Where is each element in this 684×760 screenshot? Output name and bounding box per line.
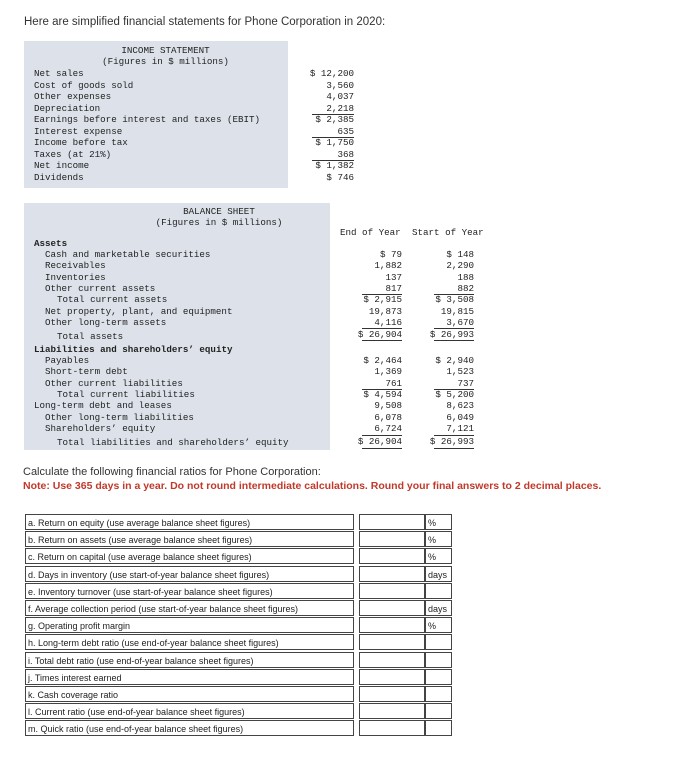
balance-start-value: 188 xyxy=(457,271,474,283)
answer-input-days-in-inventory[interactable] xyxy=(359,566,425,582)
answer-input-inventory-turnover[interactable] xyxy=(359,583,425,599)
income-row-label: Other expenses xyxy=(34,91,112,102)
calculation-note: Note: Use 365 days in a year. Do not round intermediate calculations. Round your final answers to 2 decimal places. xyxy=(23,480,602,492)
income-row-value: $ 12,200 xyxy=(309,68,354,79)
balance-start-value: 1,523 xyxy=(446,366,474,378)
balance-row-label: Net property, plant, and equipment xyxy=(45,305,233,317)
balance-end-value: 6,724 xyxy=(374,422,402,434)
balance-row-label: Total current assets xyxy=(57,294,168,306)
balance-start-value: $ 2,940 xyxy=(435,355,474,366)
balance-end-value: 761 xyxy=(385,377,402,389)
ratio-label-return-on-assets: b. Return on assets (use average balance sheet figures) xyxy=(25,531,354,547)
balance-end-value: 817 xyxy=(385,282,402,294)
balance-sheet-heading: BALANCE SHEET xyxy=(183,206,255,217)
balance-start-value: 882 xyxy=(457,282,474,294)
intro-text: Here are simplified financial statements for Phone Corporation in 2020: xyxy=(24,16,386,28)
ratio-label-return-on-equity: a. Return on equity (use average balance sheet figures) xyxy=(25,514,354,530)
balance-start-value: $ 148 xyxy=(446,249,474,260)
answer-input-average-collection-period[interactable] xyxy=(359,600,425,616)
answer-input-current-ratio[interactable] xyxy=(359,703,425,719)
balance-end-value: 19,873 xyxy=(368,305,402,317)
balance-start-value: 8,623 xyxy=(446,400,474,412)
ratio-label-average-collection-period: f. Average collection period (use start-of-year balance sheet figures) xyxy=(25,600,354,616)
balance-row-label: Shareholders’ equity xyxy=(45,422,156,434)
unit-label: days xyxy=(425,566,452,582)
unit-label xyxy=(425,686,452,702)
balance-end-value: $ 2,464 xyxy=(363,355,402,366)
unit-label: % xyxy=(425,617,452,633)
income-row-label: Taxes (at 21%) xyxy=(34,148,112,160)
balance-start-value: $ 26,993 xyxy=(429,436,474,447)
balance-row-label: Other long-term liabilities xyxy=(45,411,194,423)
balance-row-label: Payables xyxy=(45,355,90,366)
column-header-start-of-year: Start of Year xyxy=(412,227,484,238)
answer-input-total-debt-ratio[interactable] xyxy=(359,652,425,668)
income-row-value: 3,560 xyxy=(326,79,354,91)
balance-row-label: Total current liabilities xyxy=(57,388,195,400)
balance-end-value: $ 79 xyxy=(379,249,402,260)
answer-input-long-term-debt-ratio[interactable] xyxy=(359,634,425,650)
balance-row-label: Short-term debt xyxy=(45,366,128,378)
balance-start-value: $ 5,200 xyxy=(435,388,474,400)
unit-label xyxy=(425,652,452,668)
balance-end-value: 1,369 xyxy=(374,366,402,378)
answer-input-return-on-assets[interactable] xyxy=(359,531,425,547)
ratio-label-inventory-turnover: e. Inventory turnover (use start-of-year balance sheet figures) xyxy=(25,583,354,599)
income-statement-units: (Figures in $ millions) xyxy=(102,55,229,67)
income-row-value: $ 1,382 xyxy=(315,160,354,171)
unit-label: % xyxy=(425,531,452,547)
answer-input-return-on-equity[interactable] xyxy=(359,514,425,530)
balance-start-value: 6,049 xyxy=(446,411,474,423)
balance-sheet-units: (Figures in $ millions) xyxy=(155,216,283,228)
answer-input-quick-ratio[interactable] xyxy=(359,720,425,736)
balance-row-label: Long-term debt and leases xyxy=(34,400,172,412)
balance-end-value: 9,508 xyxy=(374,400,402,412)
total-rule xyxy=(362,448,402,449)
income-row-value: $ 2,385 xyxy=(315,114,354,125)
balance-row-label: Receivables xyxy=(45,260,106,272)
balance-start-value: 7,121 xyxy=(446,422,474,434)
balance-sheet-title xyxy=(24,207,414,228)
answer-input-return-on-capital[interactable] xyxy=(359,548,425,564)
balance-end-value: 1,882 xyxy=(374,260,402,272)
ratio-label-cash-coverage-ratio: k. Cash coverage ratio xyxy=(25,686,354,702)
income-row-label: Net income xyxy=(34,160,90,171)
section-heading-assets: Assets xyxy=(34,238,68,249)
income-row-value: 635 xyxy=(337,125,354,137)
balance-row-label: Other current assets xyxy=(45,282,156,294)
income-statement xyxy=(24,41,364,188)
total-rule xyxy=(434,448,474,449)
calculation-heading: Calculate the following financial ratios for Phone Corporation: xyxy=(23,466,321,478)
unit-label: days xyxy=(425,600,452,616)
income-row-label: Cost of goods sold xyxy=(34,79,134,91)
unit-label xyxy=(425,703,452,719)
ratio-label-times-interest-earned: j. Times interest earned xyxy=(25,669,354,685)
balance-start-value: $ 3,508 xyxy=(435,294,474,306)
unit-label: % xyxy=(425,548,452,564)
balance-row-label: Other current liabilities xyxy=(45,377,183,389)
income-row-value: $ 1,750 xyxy=(315,137,354,148)
income-row-label: Dividends xyxy=(34,171,84,183)
balance-start-value: 3,670 xyxy=(446,316,474,328)
balance-end-value: $ 2,915 xyxy=(363,294,402,306)
ratio-label-total-debt-ratio: i. Total debt ratio (use end-of-year balance sheet figures) xyxy=(25,652,354,668)
balance-start-value: 2,290 xyxy=(446,260,474,272)
income-statement-title xyxy=(24,46,307,67)
balance-end-value: $ 4,594 xyxy=(363,388,402,400)
total-rule xyxy=(362,340,402,341)
income-row-label: Depreciation xyxy=(34,102,101,114)
answer-table xyxy=(24,512,456,739)
income-statement-heading: INCOME STATEMENT xyxy=(121,45,210,56)
balance-start-value: 737 xyxy=(457,377,474,389)
unit-label xyxy=(425,669,452,685)
balance-row-label: Total liabilities and shareholders’ equity xyxy=(57,437,289,448)
balance-row-label: Cash and marketable securities xyxy=(45,249,211,260)
balance-end-value: $ 26,904 xyxy=(357,436,402,447)
unit-label xyxy=(425,634,452,650)
total-rule xyxy=(434,340,474,341)
answer-input-times-interest-earned[interactable] xyxy=(359,669,425,685)
income-row-label: Net sales xyxy=(34,68,84,79)
column-header-end-of-year: End of Year xyxy=(340,227,401,238)
balance-end-value: 4,116 xyxy=(374,316,402,328)
balance-row-label: Inventories xyxy=(45,271,106,283)
ratio-label-days-in-inventory: d. Days in inventory (use start-of-year balance sheet figures) xyxy=(25,566,354,582)
balance-sheet xyxy=(24,203,494,450)
section-heading-liabilities: Liabilities and shareholders’ equity xyxy=(34,344,233,355)
income-row-value: 2,218 xyxy=(326,102,354,114)
ratio-label-return-on-capital: c. Return on capital (use average balance sheet figures) xyxy=(25,548,354,564)
answer-input-cash-coverage-ratio[interactable] xyxy=(359,686,425,702)
income-row-value: $ 746 xyxy=(326,171,354,183)
unit-label xyxy=(425,583,452,599)
income-row-label: Income before tax xyxy=(34,137,128,148)
unit-label: % xyxy=(425,514,452,530)
ratio-label-long-term-debt-ratio: h. Long-term debt ratio (use end-of-year balance sheet figures) xyxy=(25,634,354,650)
balance-end-value: $ 26,904 xyxy=(357,328,402,340)
ratio-label-quick-ratio: m. Quick ratio (use end-of-year balance sheet figures) xyxy=(25,720,354,736)
income-row-label: Earnings before interest and taxes (EBIT) xyxy=(34,114,261,125)
unit-label xyxy=(425,720,452,736)
balance-start-value: 19,815 xyxy=(440,305,474,317)
balance-end-value: 6,078 xyxy=(374,411,402,423)
income-row-label: Interest expense xyxy=(34,125,123,137)
balance-row-label: Total assets xyxy=(57,330,124,342)
balance-end-value: 137 xyxy=(385,271,402,283)
balance-start-value: $ 26,993 xyxy=(429,328,474,340)
answer-input-operating-profit-margin[interactable] xyxy=(359,617,425,633)
ratio-label-current-ratio: l. Current ratio (use end-of-year balance sheet figures) xyxy=(25,703,354,719)
ratio-label-operating-profit-margin: g. Operating profit margin xyxy=(25,617,354,633)
income-row-value: 4,037 xyxy=(326,91,354,102)
balance-row-label: Other long-term assets xyxy=(45,316,167,328)
income-row-value: 368 xyxy=(337,148,354,160)
